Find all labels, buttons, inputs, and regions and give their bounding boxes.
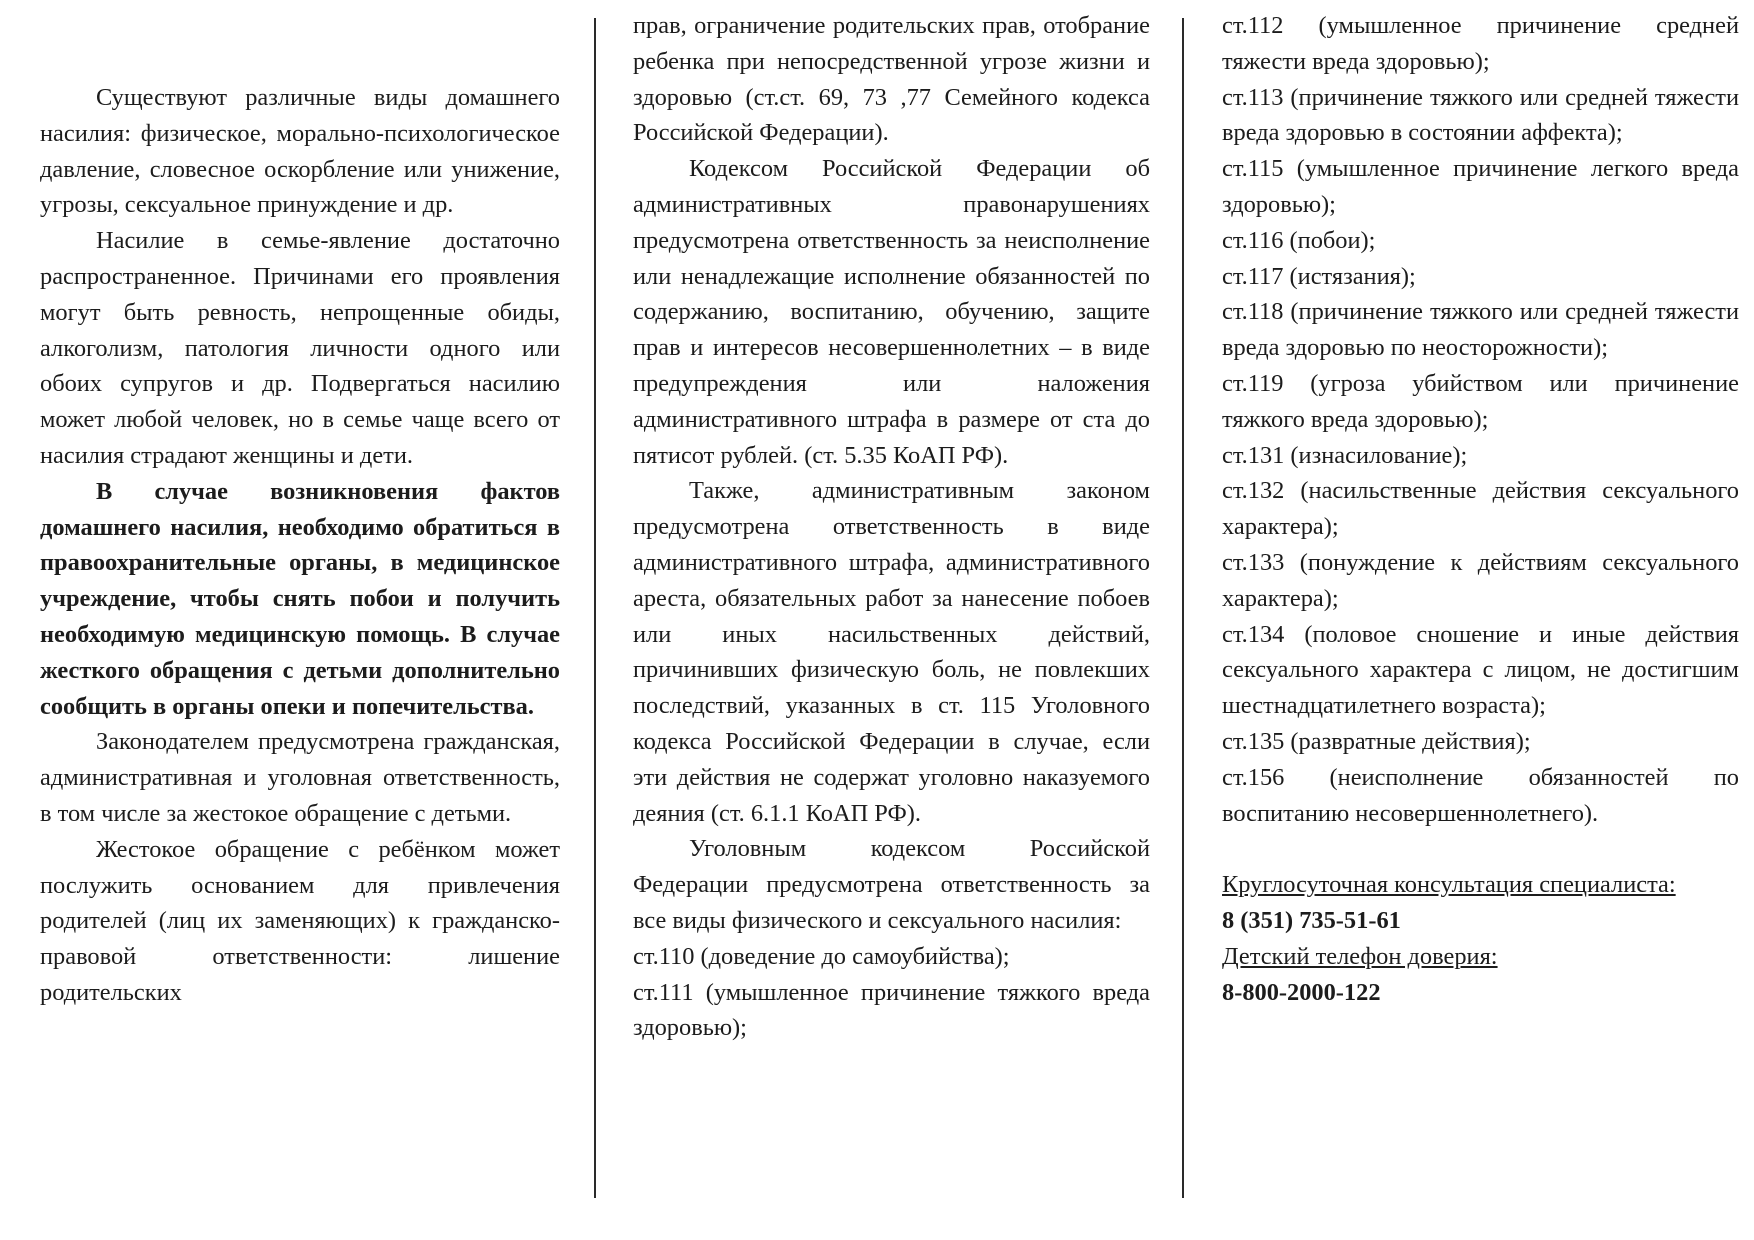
article-item: ст.131 (изнасилование);: [1222, 441, 1468, 469]
article-item: ст.112 (умышленное причинение средней тяжести вреда здоровью);: [1222, 12, 1739, 75]
article-item: ст.116 (побои);: [1222, 226, 1376, 254]
article-item: ст.156 (неисполнение обязанностей по воспитанию несовершеннолетнего).: [1222, 763, 1739, 827]
column-2: [633, 8, 1150, 1046]
article-item: ст.110 (доведение до самоубийства);: [633, 942, 1010, 970]
article-item: ст.117 (истязания);: [1222, 262, 1416, 290]
paragraph-koap-611: Также, административным законом предусмотрена ответственность в виде административного штрафа, административного ареста, обязательных работ за нанесение побоев или иных насильственных действий, причинивших физическую боль, не повлекших последствий, указанных в ст. 115 Уголовного кодекса Российской Федерации в случае, если эти действия не содержат уголовно наказуемого деяния (ст. 6.1.1 КоАП РФ).: [633, 477, 1150, 827]
article-item: ст.113 (причинение тяжкого или средней тяжести вреда здоровью в состоянии аффекта);: [1222, 83, 1739, 147]
paragraph-violence-types: Существуют различные виды домашнего насилия: физическое, морально-психологическое давление, словесное оскорбление или унижение, угрозы, сексуальное принуждение и др.: [40, 84, 560, 219]
article-item: ст.115 (умышленное причинение легкого вреда здоровью);: [1222, 155, 1739, 218]
article-item: ст.118 (причинение тяжкого или средней тяжести вреда здоровью по неосторожности);: [1222, 298, 1739, 362]
paragraph-criminal-code: Уголовным кодексом Российской Федерации предусмотрена ответственность за все виды физического и сексуального насилия:: [633, 835, 1150, 934]
column-divider-left: [594, 18, 596, 1198]
consultation-label: Круглосуточная консультация специалиста:: [1222, 871, 1676, 899]
paragraph-family-code-continuation: прав, ограничение родительских прав, отобрание ребенка при непосредственной угрозе жизни и здоровью (ст.ст. 69, 73 ,77 Семейного кодекса Российской Федерации).: [633, 12, 1150, 147]
article-item: ст.135 (развратные действия);: [1222, 727, 1531, 755]
paragraph-legislator: Законодателем предусмотрена гражданская, административная и уголовная ответственность, в том числе за жестокое обращение с детьми.: [40, 728, 560, 827]
column-1: [40, 80, 560, 1011]
paragraph-cruel-treatment: Жестокое обращение с ребёнком может послужить основанием для привлечения родителей (лиц их заменяющих) к гражданско-правовой ответственности: лишение родительских: [40, 835, 560, 1006]
article-item: ст.132 (насильственные действия сексуального характера);: [1222, 477, 1739, 541]
paragraph-family-violence: Насилие в семье-явление достаточно распространенное. Причинами его проявления могут быть ревность, непрощенные обиды, алкоголизм, патология личности одного или обоих супругов и др. Подвергаться насилию может любой человек, но в семье чаще всего от насилия страдают женщины и дети.: [40, 227, 560, 469]
contacts-block: [1222, 867, 1739, 1010]
article-item: ст.119 (угроза убийством или причинение тяжкого вреда здоровью);: [1222, 369, 1739, 433]
article-item: ст.134 (половое сношение и иные действия сексуального характера с лицом, не достигшим шестнадцатилетнего возраста);: [1222, 620, 1739, 720]
paragraph-koap-535: Кодексом Российской Федерации об административных правонарушениях предусмотрена ответственность за неисполнение или ненадлежащие исполнение обязанностей по содержанию, воспитанию, обучению, защите прав и интересов несовершеннолетних – в виде предупреждения или наложения административного штрафа в размере от ста до пятисот рублей. (ст. 5.35 КоАП РФ).: [633, 155, 1150, 469]
child-helpline-label: Детский телефон доверия:: [1222, 942, 1498, 970]
article-item: ст.133 (понуждение к действиям сексуального характера);: [1222, 548, 1739, 612]
column-divider-right: [1182, 18, 1184, 1198]
column-3: [1222, 8, 1739, 1011]
article-item: ст.111 (умышленное причинение тяжкого вреда здоровью);: [633, 978, 1150, 1042]
child-helpline-phone: 8-800-2000-122: [1222, 978, 1381, 1006]
consultation-phone: 8 (351) 735-51-61: [1222, 907, 1401, 935]
paragraph-what-to-do: В случае возникновения фактов домашнего насилия, необходимо обратиться в правоохранительные органы, в медицинское учреждение, чтобы снять побои и получить необходимую медицинскую помощь. В случае жесткого обращения с детьми дополнительно сообщить в органы опеки и попечительства.: [40, 477, 560, 720]
